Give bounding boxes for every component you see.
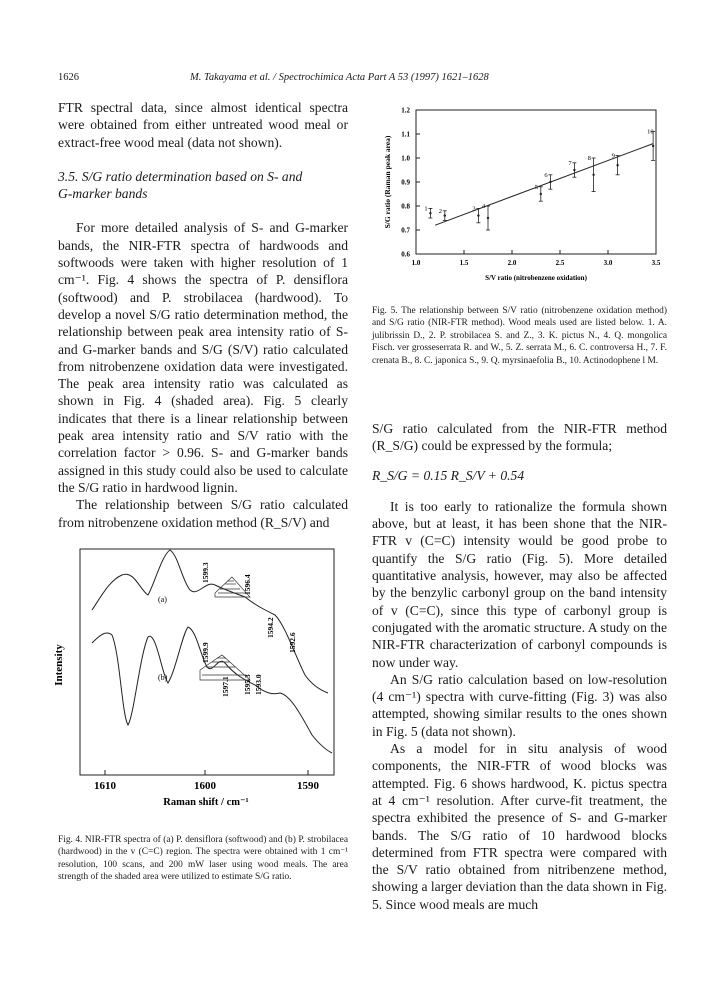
- point-label: 4: [482, 203, 486, 210]
- xtick-label: 1.0: [411, 259, 421, 267]
- equation: R_S/G = 0.15 R_S/V + 0.54: [372, 467, 525, 483]
- fig4-ylabel: Intensity: [53, 644, 65, 686]
- peak-label: 1596.4: [243, 574, 252, 595]
- xtick-label: 3.5: [651, 259, 661, 267]
- right-column: [372, 420, 667, 913]
- peak-label: 1595.3: [243, 674, 252, 695]
- data-point: [429, 212, 431, 214]
- data-point: [477, 214, 479, 216]
- point-label: 9: [611, 152, 615, 160]
- section-heading: 3.5. S/G ratio determination based on S- and G-marker bands: [58, 168, 303, 202]
- point-label: 3: [472, 205, 476, 213]
- peak-label: 1599.9: [201, 642, 210, 663]
- data-point: [549, 181, 551, 183]
- point-label: 6: [544, 171, 548, 179]
- xtick-label: 1590: [297, 780, 319, 792]
- label-a: (a): [158, 595, 167, 604]
- peak-label: 1599.3: [201, 562, 210, 583]
- ytick-label: 1.2: [401, 106, 410, 115]
- fig5-chart: [378, 102, 670, 302]
- page-number: 1626: [58, 72, 79, 83]
- data-point: [540, 193, 542, 195]
- fig5-ylabel: S/G ratio (Raman peak area): [383, 135, 392, 229]
- ytick-label: 0.6: [401, 250, 410, 259]
- fig5-caption: Fig. 5. The relationship between S/V ratio (nitrobenzene oxidation method) and S/G ratio (NIR-FTR method). Wood meals used are listed below. 1. A. julibrissin D., 2. P. strobilacea S. and Z., 3. K. pictus N., 4. Q. mongolica Fisch. ver grosseserrata R. and W., 5. Z. serrata M., 6. C. controversa H., 7. F. crenata B., 8. C. japonica S., 9. Q. myrsinaefolia B., 10. Actinodophene l M.: [372, 306, 667, 366]
- point-label: 10: [647, 128, 654, 136]
- xtick-label: 2.5: [555, 259, 565, 267]
- running-head: M. Takayama et al. / Spectrochimica Acta Part A 53 (1997) 1621–1628: [190, 72, 489, 83]
- data-point: [444, 214, 446, 216]
- data-point: [652, 145, 654, 147]
- paragraph: The relationship between S/G ratio calculated from nitrobenzene oxidation method (R_S/V) and: [58, 497, 348, 530]
- xtick-label: 1610: [94, 780, 116, 792]
- ytick-label: 0.7: [401, 226, 410, 235]
- xtick-label: 1600: [194, 780, 216, 792]
- fig4-caption: Fig. 4. NIR-FTR spectra of (a) P. densiflora (softwood) and (b) P. strobilacea (hardwood) in the v (C=C) region. The spectra were obtained with 1 cm⁻¹ resolution, 100 scans, and 200 mW laser using wood meals. The area strength of the shaded area were utilized to estimate S/G ratio.: [58, 835, 348, 883]
- point-label: 1: [424, 205, 428, 213]
- data-point: [487, 217, 489, 219]
- data-point: [573, 169, 575, 171]
- data-point: [616, 164, 618, 166]
- ytick-label: 1.1: [401, 130, 410, 139]
- paragraph: S/G ratio calculated from the NIR-FTR method (R_S/G) could be expressed by the formula;: [372, 421, 667, 454]
- paragraph: For more detailed analysis of S- and G-marker bands, the NIR-FTR spectra of hardwoods and softwoods were taken with higher resolution of 1 cm⁻¹. Fig. 4 shows the spectra of P. densiflora (softwood) and P. strobilacea (hardwood). To develop a novel S/G ratio determination method, the relationship between peak area intensity ratio of S- and G-marker bands and S/G (S/V) ratio calculated from nitrobenzene oxidation data were investigated. The peak area intensity ratio was calculated as shown in Fig. 4 (shaded area). Fig. 5 clearly indicates that there is a linear relationship between peak area intensity ratio and S/V ratio with the correlation factor > 0.96. S- and G-marker bands assigned in this study could also be used to calculate the S/G ratio in hardwood lignin.: [58, 220, 348, 495]
- paragraph: An S/G ratio calculation based on low-resolution (4 cm⁻¹) spectra with curve-fitting (Fig. 3) was also attempted, showing similar results to the ones shown in Fig. 5 (data not shown).: [372, 671, 667, 739]
- fig5-frame: [416, 110, 656, 254]
- peak-label: 1594.2: [266, 617, 275, 638]
- paragraph: FTR spectral data, since almost identical spectra were obtained from either untreated wood meal or extract-free wood meal (data not shown).: [58, 100, 348, 150]
- peak-label: 1592.6: [288, 632, 297, 653]
- fit-line: [435, 144, 653, 226]
- point-label: 5: [534, 183, 539, 191]
- peak-label: 1593.0: [254, 674, 263, 695]
- fig4-spectra: [50, 535, 348, 825]
- ytick-label: 1.0: [401, 154, 410, 163]
- paragraph: As a model for in situ analysis of wood components, the NIR-FTR of wood blocks was attempted. Fig. 6 shows hardwood, K. pictus spectra at 4 cm⁻¹ resolution. After curve-fit treatment, the spectra exhibited the presence of S- and G-marker bands. The S/G ratio of 10 hardwood blocks determined from FTR spectra were compared with the S/V ratio obtained from nitribenzene method, showing a larger deviation than the data shown in Fig. 5. Since wood meals are much: [372, 741, 667, 912]
- paragraph: It is too early to rationalize the formula shown above, but at least, it has been shone that the NIR-FTR v (C=C) intensity would be good probe to quantify the S/G ratio (Fig. 5). More detailed quantitative analysis, however, may also be affected by the benzylic carbonyl group on the band intensity of v (C=C), since this type of carbonyl group is conjugated with the aromatic structure. A study on the NIR-FTR characterization of carbonyl compounds is now under way.: [372, 498, 667, 670]
- fig4-xlabel: Raman shift / cm⁻¹: [163, 797, 249, 808]
- xtick-label: 2.0: [507, 259, 517, 267]
- spectrum-a: [92, 550, 328, 693]
- xtick-label: 3.0: [603, 259, 613, 267]
- data-point: [592, 174, 594, 176]
- left-column: [58, 99, 348, 531]
- ytick-label: 0.8: [401, 202, 410, 211]
- fig5-xlabel: S/V ratio (nitrobenzene oxidation): [485, 274, 587, 282]
- xtick-label: 1.5: [459, 259, 469, 267]
- label-b: (b): [158, 673, 168, 682]
- point-label: 7: [568, 159, 572, 167]
- ytick-label: 0.9: [401, 178, 410, 187]
- point-label: 2: [438, 207, 443, 215]
- peak-label: 1597.1: [221, 676, 230, 697]
- point-label: 8: [587, 155, 591, 162]
